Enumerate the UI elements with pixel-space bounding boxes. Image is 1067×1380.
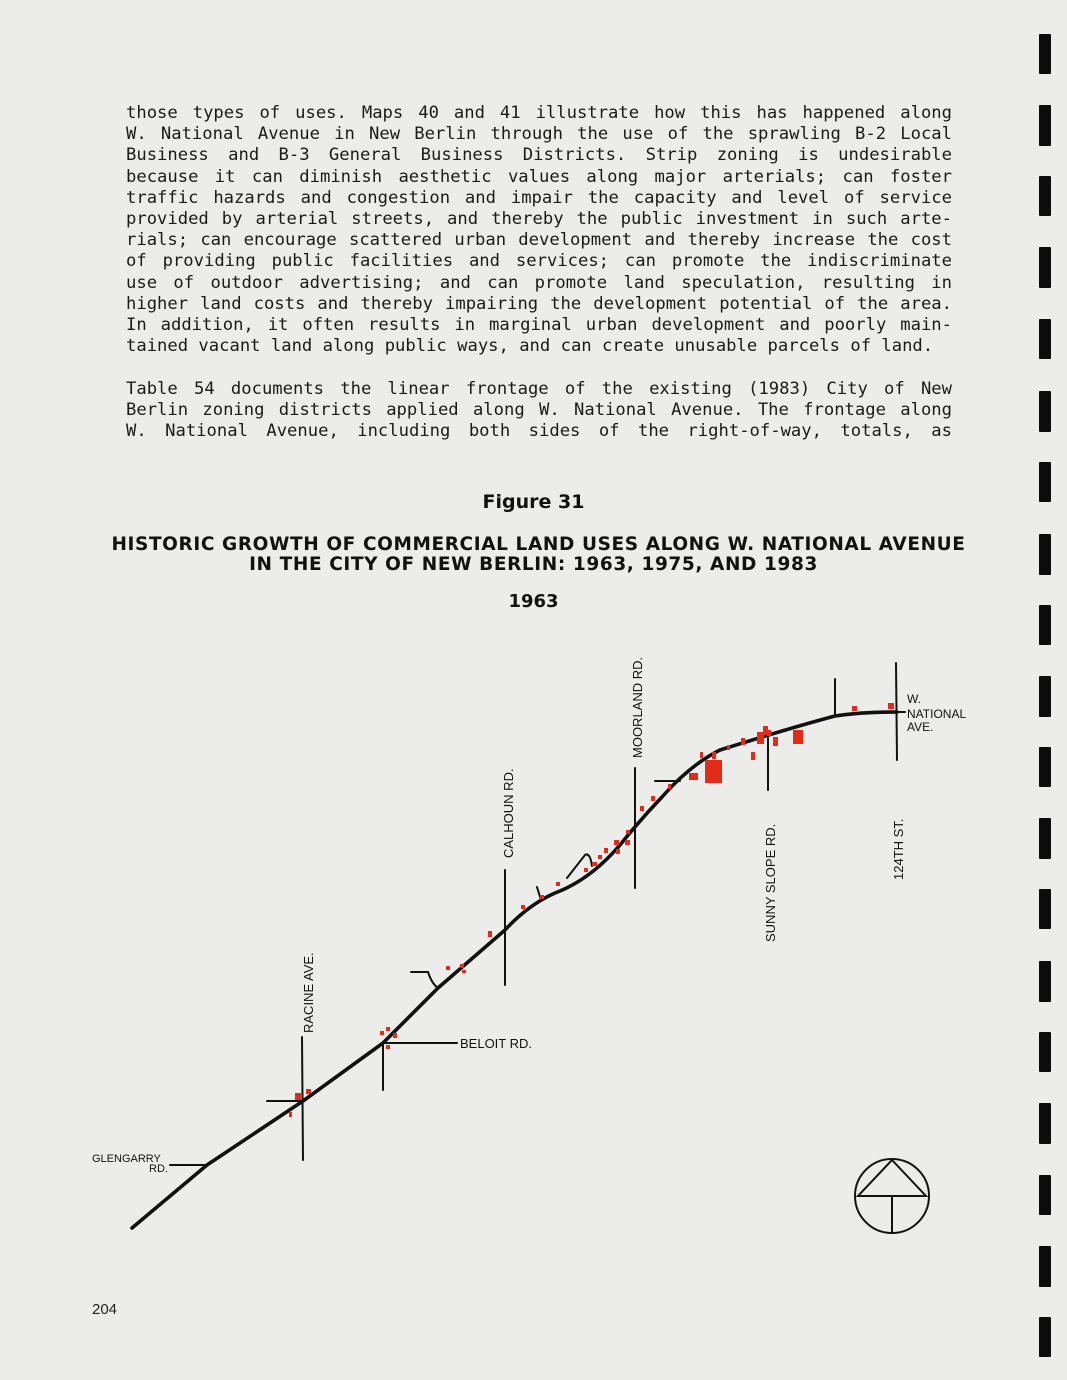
commercial-parcel bbox=[386, 1027, 390, 1031]
racine-ave-line bbox=[302, 1037, 303, 1160]
commercial-parcel bbox=[584, 868, 588, 872]
commercial-parcel bbox=[640, 806, 644, 811]
commercial-parcel bbox=[651, 796, 655, 801]
commercial-parcel bbox=[592, 862, 597, 866]
side-road-line bbox=[411, 972, 438, 988]
text-line: those types of uses. Maps 40 and 41 illustrate how this has happened along bbox=[126, 103, 952, 123]
commercial-parcel bbox=[306, 1089, 311, 1094]
commercial-parcel bbox=[757, 732, 764, 744]
text-line: Berlin zoning districts applied along W. National Avenue. The frontage along bbox=[126, 399, 952, 420]
text-line: provided by arterial streets, and thereby the public investment in such arte- bbox=[126, 209, 952, 230]
commercial-parcel bbox=[460, 964, 464, 968]
commercial-parcel bbox=[521, 905, 525, 909]
commercial-parcel bbox=[604, 848, 608, 853]
text-line: W. National Avenue, including both sides of the right-of-way, totals, as bbox=[126, 421, 952, 442]
commercial-parcel bbox=[540, 895, 544, 899]
north-arrow-icon bbox=[855, 1159, 929, 1233]
commercial-parcel bbox=[793, 730, 803, 744]
text-line: traffic hazards and congestion and impair the capacity and level of service bbox=[126, 187, 952, 208]
national-ave-label-2: NATIONAL bbox=[907, 707, 967, 721]
commercial-parcel bbox=[446, 966, 450, 970]
text-line: use of outdoor advertising; and can promote land speculation, resulting in bbox=[126, 272, 952, 293]
text-line: of providing public facilities and services; can promote the indiscriminate bbox=[126, 251, 952, 272]
figure-number: Figure 31 bbox=[482, 491, 585, 513]
text-line: Business and B-3 General Business Districts. Strip zoning is undesirable bbox=[126, 145, 952, 166]
commercial-parcel bbox=[668, 784, 671, 789]
text-line: In addition, it often results in marginal urban development and poorly main- bbox=[126, 315, 952, 336]
commercial-parcel bbox=[380, 1031, 384, 1035]
glengarry-label-2: RD. bbox=[149, 1163, 168, 1175]
national-ave-label-1: W. bbox=[907, 692, 921, 706]
commercial-parcel bbox=[712, 752, 716, 759]
figure-title-line-2: IN THE CITY OF NEW BERLIN: 1963, 1975, AND 1983 bbox=[249, 554, 818, 575]
beloit-rd-label: BELOIT RD. bbox=[460, 1036, 533, 1051]
figure-year: 1963 bbox=[508, 591, 559, 612]
moorland-rd-label: MOORLAND RD. bbox=[630, 656, 645, 758]
commercial-parcel bbox=[598, 855, 602, 859]
text-line: rials; can encourage scattered urban development and thereby increase the cost bbox=[126, 230, 952, 251]
commercial-parcel bbox=[462, 970, 466, 973]
commercial-parcel bbox=[852, 706, 857, 711]
commercial-parcel bbox=[556, 882, 560, 886]
commercial-parcel bbox=[741, 738, 745, 745]
text-line: Table 54 documents the linear frontage of the existing (1983) City of New bbox=[126, 378, 952, 399]
commercial-parcel bbox=[393, 1033, 397, 1038]
text-line: tained vacant land along public ways, and can create unusable parcels of land. bbox=[126, 336, 934, 357]
commercial-parcel bbox=[705, 760, 722, 783]
page-number: 204 bbox=[92, 1301, 118, 1318]
commercial-parcel bbox=[386, 1045, 390, 1049]
commercial-parcel bbox=[689, 773, 698, 780]
racine-ave-label: RACINE AVE. bbox=[301, 952, 316, 1033]
figure-title-line-1: HISTORIC GROWTH OF COMMERCIAL LAND USES ALONG W. NATIONAL AVENUE bbox=[111, 534, 966, 555]
text-line: W. National Avenue in New Berlin through the use of the sprawling B-2 Local bbox=[126, 124, 952, 145]
commercial-parcel bbox=[751, 752, 755, 760]
commercial-parcel bbox=[767, 730, 771, 736]
sunny-slope-rd-label: SUNNY SLOPE RD. bbox=[763, 823, 778, 942]
commercial-parcel bbox=[289, 1112, 292, 1117]
commercial-parcel bbox=[700, 752, 703, 758]
124th-st-label: 124TH ST. bbox=[891, 818, 906, 880]
calhoun-rd-label: CALHOUN RD. bbox=[501, 768, 516, 858]
commercial-parcel bbox=[727, 745, 730, 750]
commercial-parcel bbox=[773, 737, 778, 746]
commercial-parcel bbox=[625, 840, 630, 845]
text-line: higher land costs and thereby impairing the development potential of the area. bbox=[126, 293, 952, 314]
commercial-parcel bbox=[488, 931, 492, 937]
glengarry-label-1: GLENGARRY bbox=[92, 1153, 161, 1165]
text-line: because it can diminish aesthetic values along major arterials; can foster bbox=[126, 166, 952, 187]
commercial-parcel bbox=[888, 703, 894, 709]
commercial-parcel bbox=[295, 1093, 301, 1100]
commercial-parcel bbox=[616, 849, 620, 854]
commercial-parcel bbox=[626, 830, 630, 834]
national-ave-label-3: AVE. bbox=[907, 720, 934, 734]
commercial-parcels-1963 bbox=[289, 703, 894, 1117]
commercial-parcel bbox=[614, 840, 619, 845]
